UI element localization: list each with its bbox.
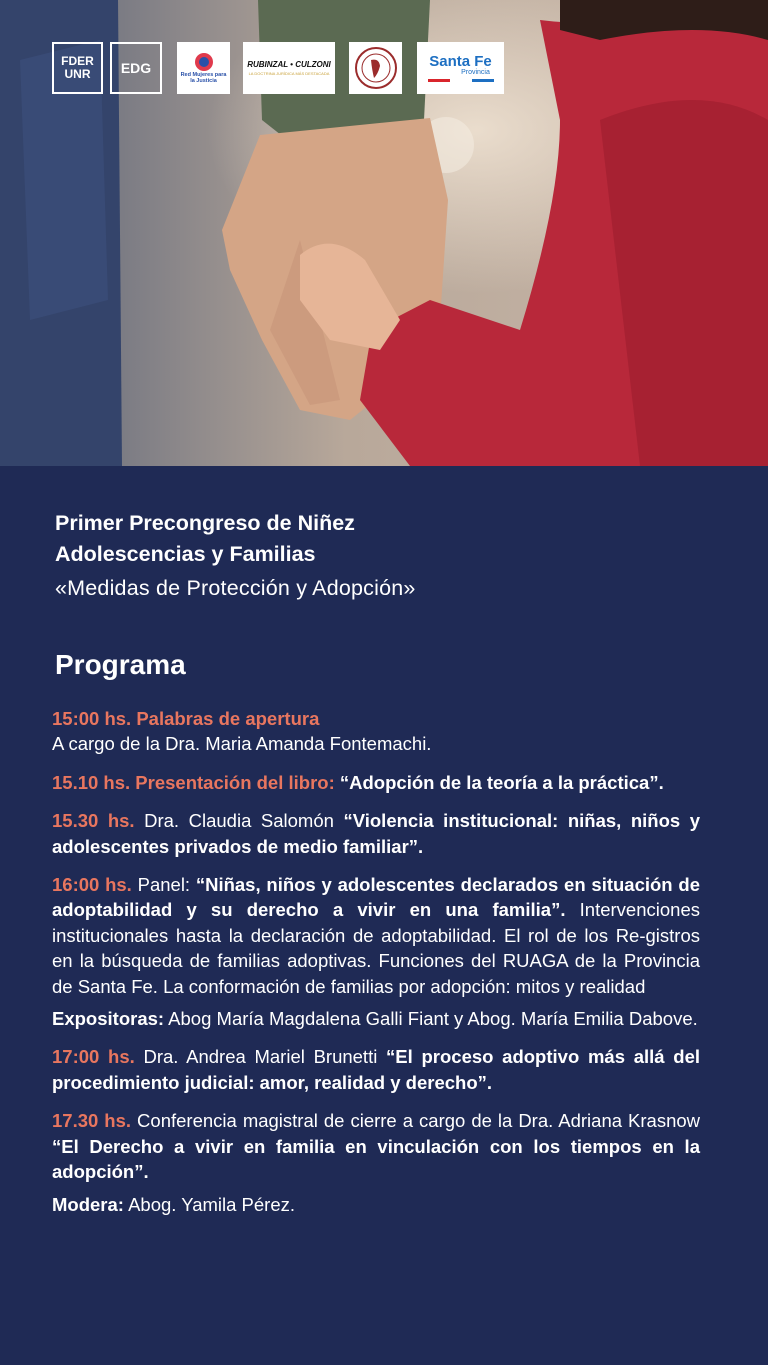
item-text: Conferencia magistral de cierre a cargo de la Dra. Adriana Krasnow <box>131 1110 701 1132</box>
program-item <box>52 1192 700 1217</box>
red-mujeres-emblem-icon <box>194 52 214 72</box>
item-bold-text: “El Derecho a vivir en familia en vinculación con los tiempos en la adopción”. <box>52 1135 700 1183</box>
item-text: Panel: <box>131 874 196 896</box>
santa-fe-logo <box>417 42 504 94</box>
program-list <box>52 706 700 1230</box>
item-text: Abog. Yamila Pérez. <box>123 1193 296 1215</box>
event-subtitle: «Medidas de Protección y Adopción» <box>55 576 416 600</box>
item-bold-text: “Violencia institucional: niñas, niños y adolescentes privados de medio familiar”. <box>52 810 701 857</box>
item-bold-text: “Niñas, niños y adolescentes declarados en situación de adoptabilidad y su derecho a vivir en una familia”. <box>52 874 700 921</box>
item-bold-text: “El proceso adoptivo más allá del procedimiento judicial: amor, realidad y derecho”. <box>52 1046 700 1093</box>
santa-fe-label: Santa Fe <box>429 53 492 70</box>
title-line-2: Adolescencias y Familias <box>55 542 316 566</box>
fder-unr-logo: FDER UNR <box>52 42 103 94</box>
item-label: Modera: <box>52 1193 124 1215</box>
program-heading: Programa <box>55 649 186 680</box>
item-text: Dra. Claudia Salomón <box>134 810 344 832</box>
item-highlight: Palabras de apertura <box>131 708 320 729</box>
edg-logo: EDG <box>110 42 162 94</box>
item-text: Abog María Magdalena Galli Fiant y Abog. María Emilia Dabove. <box>164 1008 698 1030</box>
program-item <box>52 1108 700 1184</box>
seal-emblem-icon <box>354 46 398 90</box>
red-mujeres-logo <box>177 42 230 94</box>
seal-logo <box>349 42 402 94</box>
program-item <box>52 808 700 859</box>
program-item <box>52 1006 700 1031</box>
item-bold-text: “Adopción de la teoría a la práctica”. <box>334 771 664 793</box>
rubinzal-culzoni-logo <box>243 42 335 94</box>
item-time: 15.10 hs. <box>52 771 131 793</box>
item-time: 16:00 hs. <box>52 874 132 896</box>
rubinzal-culzoni-tagline: LA DOCTRINA JURÍDICA MÁS DESTACADA <box>248 71 330 76</box>
program-item <box>52 1044 700 1095</box>
item-time: 17.30 hs. <box>52 1110 132 1132</box>
program-item <box>52 770 700 795</box>
item-highlight: Presentación del libro: <box>130 771 335 793</box>
item-text: A cargo de la Dra. Maria Amanda Fontemachi. <box>52 733 432 755</box>
hero-photo <box>0 0 768 466</box>
santa-fe-sublabel: Provincia <box>461 69 490 76</box>
item-text: Dra. Andrea Mariel Brunetti <box>134 1046 387 1068</box>
rubinzal-culzoni-label: RUBINZAL • CULZONI <box>247 60 331 69</box>
program-item <box>52 872 700 999</box>
program-panel <box>0 466 768 1365</box>
item-time: 15:00 hs. <box>52 708 132 729</box>
item-time: 15.30 hs. <box>52 810 135 832</box>
title-line-1: Primer Precongreso de Niñez <box>55 511 355 535</box>
item-label: Expositoras: <box>52 1008 165 1030</box>
program-item <box>52 706 700 757</box>
item-text-2: Intervenciones institucionales hasta la declaración de adoptabilidad. El rol de los Re-gistros en la búsqueda de familias adoptivas. Funciones del RUAGA de la Provincia de Santa Fe. La conformación de familias por adopción: mitos y realidad <box>52 899 700 997</box>
santa-fe-flag-bar <box>428 79 494 82</box>
red-mujeres-label: Red Mujeres para la Justicia <box>180 72 227 84</box>
event-title <box>55 508 715 605</box>
item-time: 17:00 hs. <box>52 1046 135 1068</box>
